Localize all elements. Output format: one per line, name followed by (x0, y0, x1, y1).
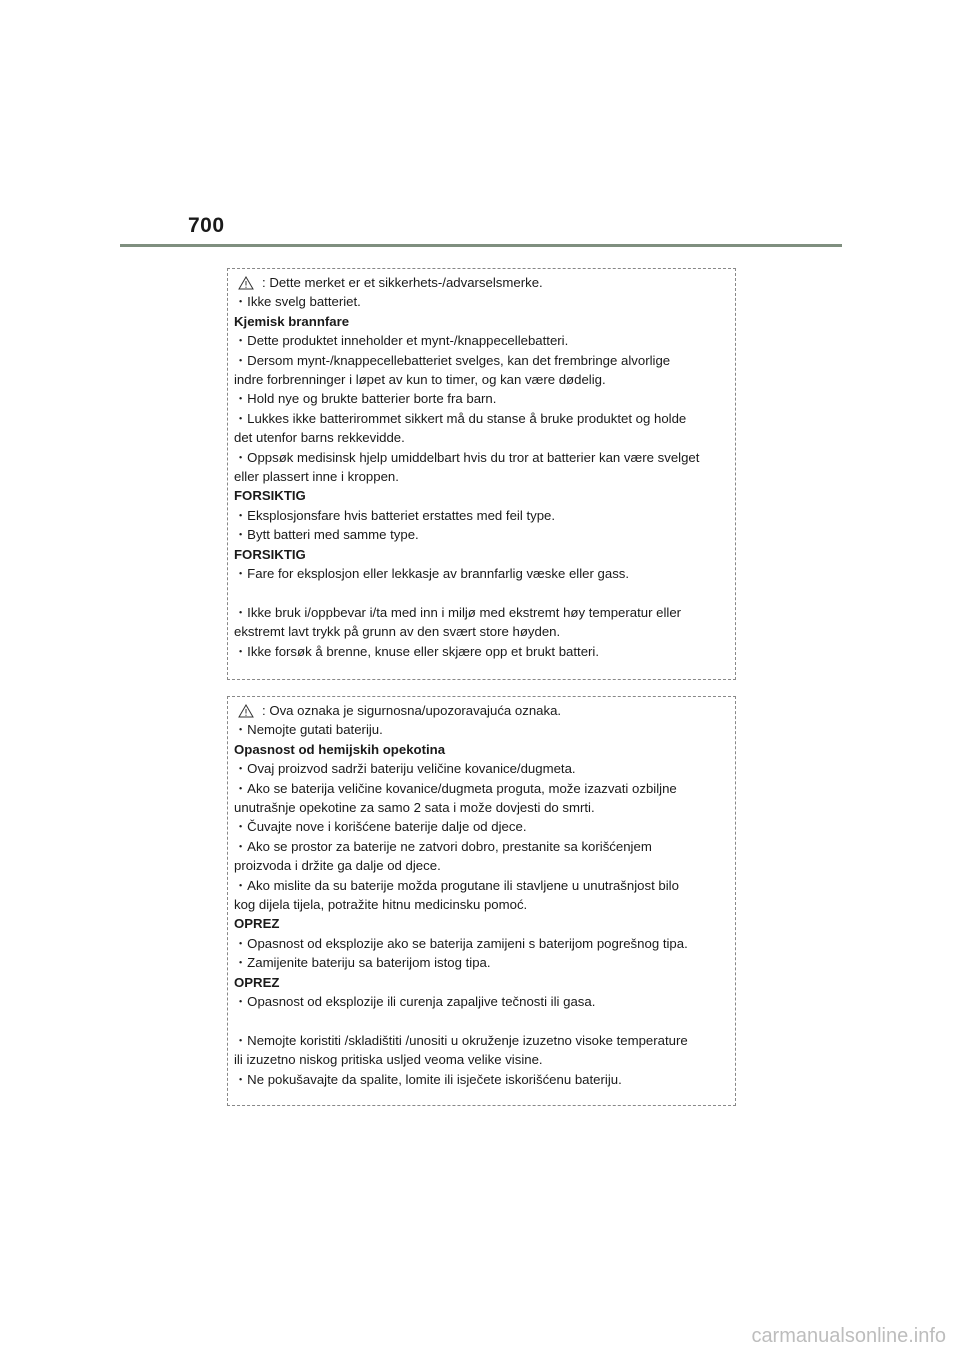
body-line: eller plassert inne i kroppen. (234, 469, 399, 485)
warning-box-norwegian (227, 268, 736, 680)
body-line: ・Oppsøk medisinsk hjelp umiddelbart hvis du tror at batterier kan være svelget (234, 449, 700, 465)
body-line: ・Ikke forsøk å brenne, knuse eller skjære opp et brukt batteri. (234, 643, 600, 659)
page-number: 700 (188, 214, 225, 237)
section-heading: OPREZ (234, 916, 280, 932)
body-line: ・Ikke bruk i/oppbevar i/ta med inn i miljø med ekstremt høy temperatur eller (234, 604, 682, 620)
warning-label-line (234, 273, 729, 292)
warning-label-text: : Ova oznaka je sigurnosna/upozoravajuća oznaka. (262, 703, 562, 718)
section-heading: OPREZ (234, 974, 280, 990)
body-line: ・Lukkes ikke batterirommet sikkert må du stanse å bruke produktet og holde (234, 410, 687, 426)
section-body (234, 720, 729, 1089)
header-divider (120, 244, 842, 247)
body-line: ・Ovaj proizvod sadrži bateriju veličine kovanice/dugmeta. (234, 761, 576, 777)
body-line: ・Fare for eksplosjon eller lekkasje av brannfarlig væske eller gass. (234, 566, 630, 582)
section-heading: Kjemisk brannfare (234, 313, 350, 329)
warning-box-bosnian (227, 696, 736, 1106)
body-line: ・Nemojte gutati bateriju. (234, 722, 383, 738)
body-line: ・Eksplosjonsfare hvis batteriet erstattes med feil type. (234, 507, 556, 523)
body-line (234, 1012, 729, 1031)
warning-triangle-icon (238, 276, 254, 290)
body-line: ・Ikke svelg batteriet. (234, 294, 361, 310)
warning-triangle-icon (238, 704, 254, 718)
section-heading: FORSIKTIG (234, 488, 306, 504)
section-body (234, 292, 729, 661)
body-line: ・Ako se prostor za baterije ne zatvori dobro, prestanite sa korišćenjem (234, 838, 652, 854)
body-line: ・Dette produktet inneholder et mynt-/knappecellebatteri. (234, 333, 569, 349)
section-heading: FORSIKTIG (234, 546, 306, 562)
body-line: indre forbrenninger i løpet av kun to timer, og kan være dødelig. (234, 372, 606, 388)
warning-label-text: : Dette merket er et sikkerhets-/advarselsmerke. (262, 275, 543, 290)
section-heading: Opasnost od hemijskih opekotina (234, 741, 446, 757)
body-line: ・Ako se baterija veličine kovanice/dugmeta proguta, može izazvati ozbiljne (234, 780, 677, 796)
body-line: ・Čuvajte nove i korišćene baterije dalje od djece. (234, 819, 527, 835)
body-line: ・Dersom mynt-/knappecellebatteriet svelges, kan det frembringe alvorlige (234, 352, 671, 368)
body-line: ・Ne pokušavajte da spalite, lomite ili isječete iskorišćenu bateriju. (234, 1071, 622, 1087)
body-line: ・Nemojte koristiti /skladištiti /unositi u okruženje izuzetno visoke temperature (234, 1032, 688, 1048)
body-line: proizvoda i držite ga dalje od djece. (234, 858, 441, 874)
body-line: ・Opasnost od eksplozije ako se baterija zamijeni s baterijom pogrešnog tipa. (234, 935, 688, 951)
body-line: kog dijela tijela, potražite hitnu medicinsku pomoć. (234, 897, 528, 913)
body-line (234, 584, 729, 603)
watermark: carmanualsonline.info (751, 1325, 946, 1347)
body-line: ・Ako mislite da su baterije možda progutane ili stavljene u unutrašnjost bilo (234, 877, 679, 893)
body-line: det utenfor barns rekkevidde. (234, 430, 405, 446)
body-line: ・Opasnost od eksplozije ili curenja zapaljive tečnosti ili gasa. (234, 994, 596, 1010)
body-line: ・Bytt batteri med samme type. (234, 527, 419, 543)
body-line: ili izuzetno niskog pritiska usljed veoma velike visine. (234, 1052, 543, 1068)
warning-label-line (234, 701, 729, 720)
body-line: ・Hold nye og brukte batterier borte fra barn. (234, 391, 497, 407)
body-line: ekstremt lavt trykk på grunn av den svært store høyden. (234, 624, 561, 640)
body-line: unutrašnje opekotine za samo 2 sata i može dovjesti do smrti. (234, 800, 595, 816)
body-line: ・Zamijenite bateriju sa baterijom istog tipa. (234, 955, 491, 971)
